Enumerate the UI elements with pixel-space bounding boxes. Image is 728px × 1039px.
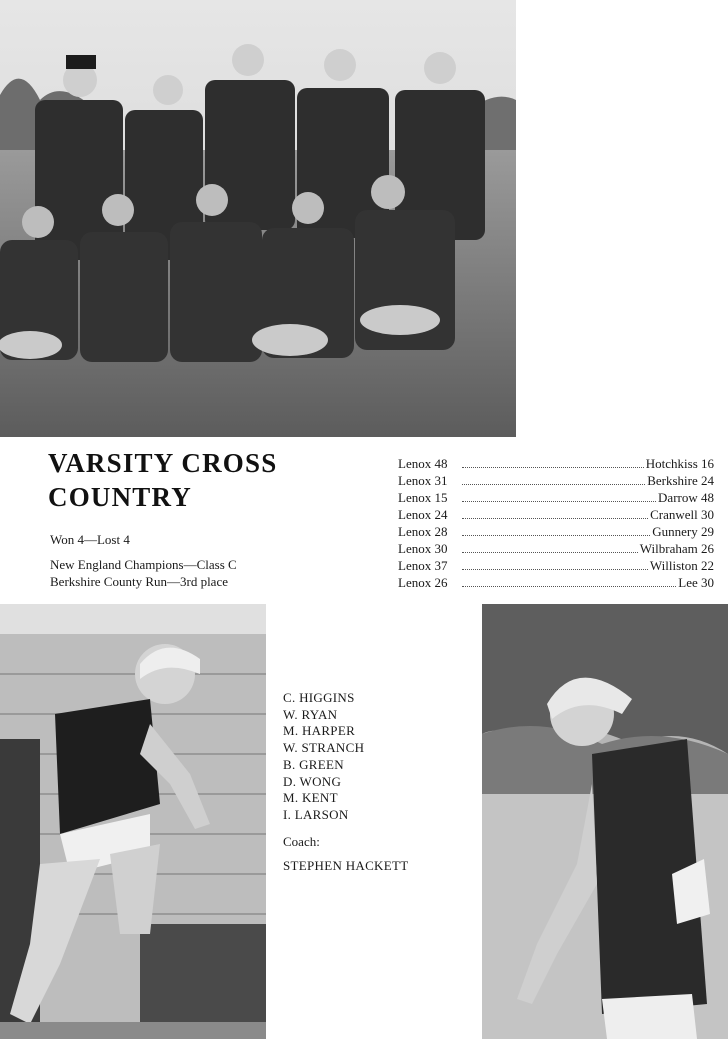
score-row [398, 524, 714, 541]
home-score: Lenox 15 [398, 490, 448, 505]
home-score: Lenox 30 [398, 541, 448, 556]
title-line-1: VARSITY CROSS [48, 448, 278, 478]
opponent-score: Cranwell 30 [650, 507, 714, 522]
home-score: Lenox 26 [398, 575, 448, 590]
roster-name: M. KENT [283, 790, 338, 806]
score-row [398, 541, 714, 558]
dot-leader [462, 517, 648, 519]
dot-leader [462, 585, 676, 587]
dot-leader [462, 500, 656, 502]
roster-name: C. HIGGINS [283, 690, 355, 705]
honors-list [50, 556, 237, 590]
roster-name: W. STRANCH [283, 740, 365, 756]
roster-name: M. HARPER [283, 723, 356, 739]
section-title [48, 446, 378, 514]
score-row [398, 575, 714, 592]
runner-photo-left [0, 604, 266, 1039]
opponent-score: Darrow 48 [658, 490, 714, 505]
roster-name: W. RYAN [283, 706, 338, 722]
roster-name: I. LARSON [283, 806, 349, 822]
opponent-score: Williston 22 [649, 558, 714, 573]
home-score: Lenox 24 [398, 507, 448, 522]
opponent-score: Wilbraham 26 [639, 541, 714, 556]
home-score: Lenox 48 [398, 456, 448, 471]
dot-leader [462, 466, 644, 468]
dot-leader [462, 551, 638, 553]
home-score: Lenox 37 [398, 558, 448, 573]
roster-name: B. GREEN [283, 756, 344, 772]
honor-item: Berkshire County Run—3rd place [50, 574, 228, 589]
score-row [398, 490, 714, 507]
coach-name: STEPHEN HACKETT [283, 858, 409, 873]
opponent-score: Hotchkiss 16 [645, 456, 714, 471]
roster-name: D. WONG [283, 773, 342, 789]
roster-list [283, 690, 364, 824]
score-row [398, 456, 714, 473]
runner-photo-right [482, 604, 728, 1039]
team-group-photo [0, 0, 516, 437]
coach-label: Coach: [283, 834, 320, 849]
score-row [398, 558, 714, 575]
dot-leader [462, 483, 645, 485]
opponent-score: Gunnery 29 [652, 524, 714, 539]
dot-leader [462, 568, 648, 570]
title-line-2: COUNTRY [48, 482, 192, 512]
score-row [398, 473, 714, 490]
honor-item: New England Champions—Class C [50, 557, 237, 572]
season-record: Won 4—Lost 4 [50, 532, 130, 547]
score-row [398, 507, 714, 524]
home-score: Lenox 28 [398, 524, 448, 539]
opponent-score: Berkshire 24 [647, 473, 714, 488]
dot-leader [462, 534, 650, 536]
home-score: Lenox 31 [398, 473, 448, 488]
scores-list [398, 456, 714, 592]
opponent-score: Lee 30 [678, 575, 714, 590]
